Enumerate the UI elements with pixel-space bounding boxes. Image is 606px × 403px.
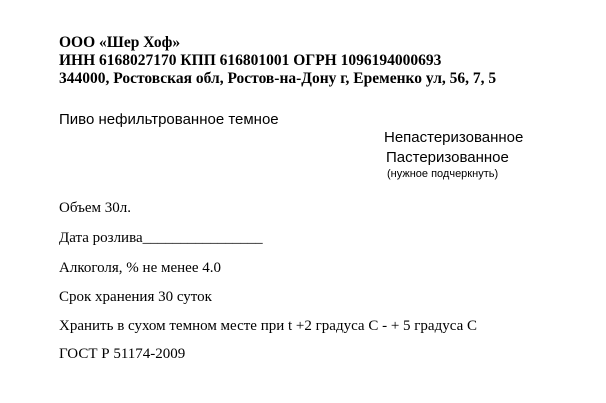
- option-unpasteurized: Непастеризованное: [384, 129, 524, 146]
- company-address: 344000, Ростовская обл, Ростов-на-Дону г, Еременко ул, 56, 7, 5: [59, 70, 497, 87]
- storage-line: Хранить в сухом темном месте при t +2 градуса С - + 5 градуса С: [59, 318, 477, 334]
- standard-line: ГОСТ Р 51174-2009: [59, 346, 186, 362]
- company-name: ООО «Шер Хоф»: [59, 34, 181, 51]
- option-note: (нужное подчеркнуть): [387, 168, 499, 180]
- bottling-date-line: Дата розлива________________: [59, 230, 263, 246]
- product-name: Пиво нефильтрованное темное: [59, 111, 279, 128]
- company-ids: ИНН 6168027170 КПП 616801001 ОГРН 1096194000693: [59, 52, 442, 69]
- option-pasteurized: Пастеризованное: [386, 149, 509, 166]
- shelf-life-line: Срок хранения 30 суток: [59, 289, 212, 305]
- volume-line: Объем 30л.: [59, 200, 131, 216]
- alcohol-line: Алкоголя, % не менее 4.0: [59, 260, 221, 276]
